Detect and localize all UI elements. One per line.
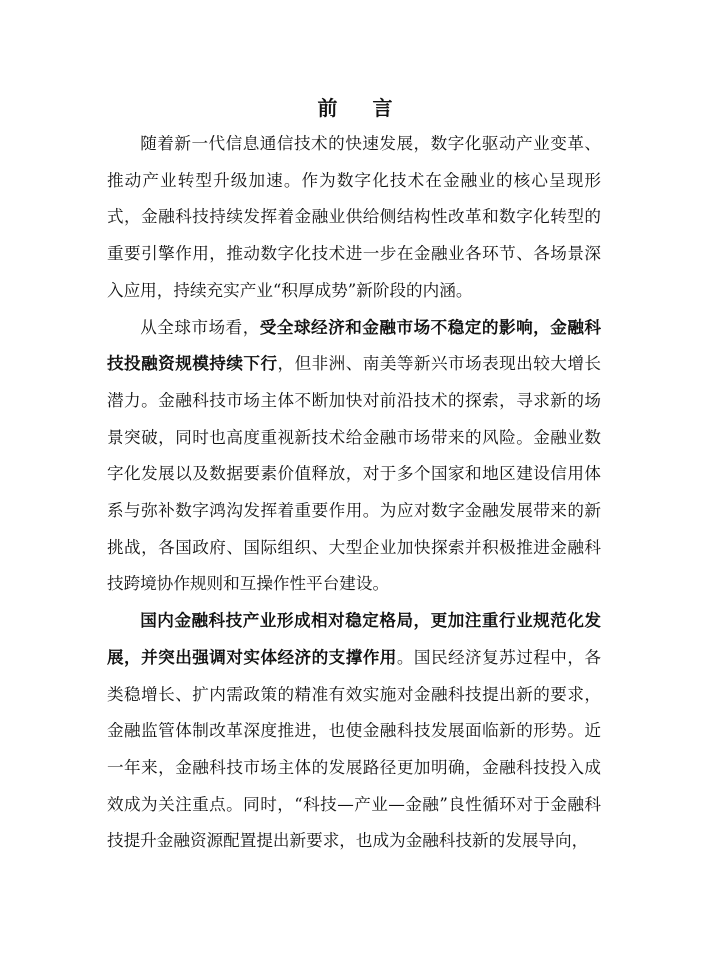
paragraph-1-text: 随着新一代信息通信技术的快速发展，数字化驱动产业变革、推动产业转型升级加速。作为数字化技术在金融业的核心呈现形式，金融科技持续发挥着金融业供给侧结构性改革和数字化转型的重要引擎作用，推动数字化技术进一步在金融业各环节、各场景深入应用，持续充实产业“积厚成势”新阶段的内涵。 xyxy=(107,134,601,300)
paragraph-1 xyxy=(107,126,601,310)
paragraph-3 xyxy=(107,603,601,860)
paragraph-3-text-rest: 。国民经济复苏过程中，各类稳增长、扩内需政策的精准有效实施对金融科技提出新的要求，金融监管体制改革深度推进，也使金融科技发展面临新的形势。近一年来，金融科技市场主体的发展路径更加明确，金融科技投入成效成为关注重点。同时，“科技—产业—金融”良性循环对于金融科技提升金融资源配置提出新要求，也成为金融科技新的发展导向， xyxy=(107,647,602,851)
paragraph-2-text-lead: 从全球市场看， xyxy=(140,317,260,337)
paragraph-2-bold-highlight: 受全球经济和金融市场不稳定的影响，金融科技投融资规模持续下行 xyxy=(107,317,602,374)
document-body xyxy=(107,126,601,860)
paragraph-2-text-rest: ，但非洲、南美等新兴市场表现出较大增长潜力。金融科技市场主体不断加快对前沿技术的探索，寻求新的场景突破，同时也高度重视新技术给金融市场带来的风险。金融业数字化发展以及数据要素价值释放，对于多个国家和地区建设信用体系与弥补数字鸿沟发挥着重要作用。为应对数字金融发展带来的新挑战，各国政府、国际组织、大型企业加快探索并积极推进金融科技跨境协作规则和互操作性平台建设。 xyxy=(107,354,602,594)
paragraph-2 xyxy=(107,310,601,604)
page-title: 前 言 xyxy=(317,96,407,120)
paragraph-3-bold-highlight: 国内金融科技产业形成相对稳定格局，更加注重行业规范化发展，并突出强调对实体经济的支撑作用 xyxy=(107,611,601,667)
